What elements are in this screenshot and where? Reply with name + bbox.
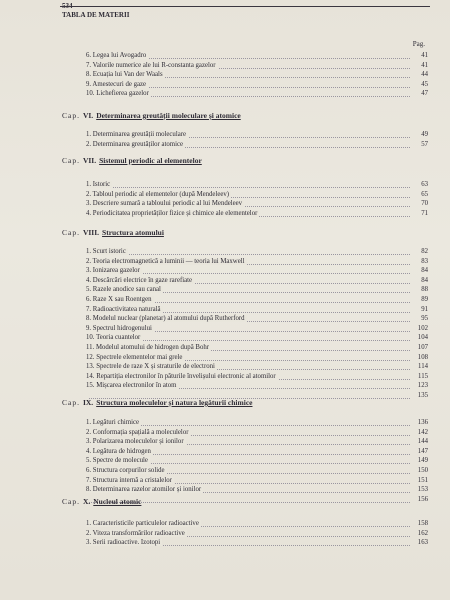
toc-entry bbox=[86, 247, 428, 256]
chapter-number: IX. bbox=[82, 398, 94, 407]
toc-entry bbox=[86, 333, 428, 342]
dot-leader bbox=[86, 254, 410, 255]
chapter-heading bbox=[62, 497, 141, 507]
toc-entry bbox=[86, 466, 428, 475]
page-header-title: TABLA DE MATERII bbox=[62, 11, 130, 19]
toc-entry-page: 83 bbox=[421, 257, 428, 265]
toc-entry-label: 4. Legătura de hidrogen bbox=[86, 447, 151, 455]
chapter-title: Determinarea greutății moleculare și atomice bbox=[96, 111, 241, 120]
toc-entry-label: 6. Legea lui Avogadro bbox=[86, 52, 147, 59]
toc-entry-label: 3. Serii radioactive. Izotopi bbox=[86, 539, 161, 547]
toc-entry bbox=[86, 538, 428, 547]
toc-entry-label: 1. Determinarea greutății moleculare bbox=[86, 131, 187, 138]
toc-entry-page: 70 bbox=[421, 200, 428, 208]
toc-entry bbox=[86, 190, 428, 199]
toc-entry bbox=[86, 418, 428, 427]
chapter-cap-label: Cap. bbox=[62, 497, 80, 506]
toc-entry bbox=[86, 324, 428, 333]
toc-entry-label: 5. Razele anodice sau canal bbox=[86, 286, 161, 294]
toc-entry bbox=[86, 476, 428, 485]
chapter-cap-label: Cap. bbox=[62, 111, 80, 120]
chapter-number: VI. bbox=[82, 111, 94, 120]
chapter-cap-label: Cap. bbox=[62, 228, 80, 237]
toc-entry-label: 15. Mișcarea electronilor în atom bbox=[86, 382, 177, 390]
toc-entry-page: 45 bbox=[421, 80, 428, 88]
toc-entry-page: 44 bbox=[421, 71, 428, 79]
toc-entry-label: 7. Radioactivitatea naturală bbox=[86, 305, 161, 313]
toc-entry-label: 3. Descriere sumară a tabloului periodic al lui Mendeleev bbox=[86, 200, 243, 208]
toc-entry-page: 95 bbox=[421, 315, 428, 323]
toc-entry-page: 84 bbox=[421, 267, 428, 275]
toc-entry-label: 3. Ionizarea gazelor bbox=[86, 267, 140, 275]
toc-entry-label: 1. Legături chimice bbox=[86, 419, 140, 426]
toc-entry bbox=[86, 130, 428, 139]
toc-entry-page: 49 bbox=[421, 131, 428, 138]
toc-entry-page: 156 bbox=[417, 495, 428, 503]
toc-entry-label: 2. Conformația spațială a moleculelor bbox=[86, 428, 189, 436]
toc-entry-label: 4. Periodicitatea proprietăților fizice și chimice ale elementelor bbox=[86, 209, 258, 217]
toc-entry bbox=[86, 381, 428, 390]
toc-entry bbox=[86, 428, 428, 437]
toc-entry bbox=[86, 295, 428, 304]
chapter-title: Structura atomului bbox=[102, 228, 164, 237]
toc-entry-page: 123 bbox=[417, 382, 428, 390]
toc-entry bbox=[86, 257, 428, 266]
chapter-heading bbox=[62, 398, 252, 408]
chapter-cap-label: Cap. bbox=[62, 156, 80, 165]
toc-entry-label: 7. Structura internă a cristalelor bbox=[86, 476, 172, 484]
chapter-number: VII. bbox=[82, 156, 97, 165]
toc-entry-page: 136 bbox=[417, 419, 428, 426]
toc-entry bbox=[86, 305, 428, 314]
toc-entry-label: 11. Modelul atomului de hidrogen după Bohr bbox=[86, 344, 210, 351]
toc-entry-page: 114 bbox=[418, 363, 428, 371]
toc-entry-page: 107 bbox=[417, 344, 428, 351]
toc-entry-label: 7. Valorile numerice ale lui R-constanta gazelor bbox=[86, 61, 216, 69]
toc-entry-page: 47 bbox=[421, 90, 428, 98]
toc-entry bbox=[86, 353, 428, 362]
toc-entry bbox=[86, 140, 428, 149]
toc-entry-label: 2. Determinarea greutăților atomice bbox=[86, 140, 183, 148]
toc-entry-label: 9. Spectrul hidrogenului bbox=[86, 324, 152, 332]
toc-entry-label: 3. Polarizarea moleculelor și ionilor bbox=[86, 438, 184, 446]
toc-entry-page: 88 bbox=[421, 286, 428, 294]
toc-entry-label: 13. Spectrele de raze X și straturile de electroni bbox=[86, 363, 215, 371]
toc-entry bbox=[86, 447, 428, 456]
toc-entry bbox=[86, 266, 428, 275]
toc-entry-label: 1. Istoric bbox=[86, 181, 111, 188]
toc-entry bbox=[86, 209, 428, 218]
toc-entry-page: 71 bbox=[421, 209, 428, 217]
toc-entry-page: 104 bbox=[417, 334, 428, 342]
toc-entry-label: 8. Determinarea razelor atomilor și ionilor bbox=[86, 486, 202, 494]
toc-entry-page: 108 bbox=[417, 353, 428, 361]
toc-entry-label: 8. Modelul nuclear (planetar) al atomului după Rutherford bbox=[86, 315, 245, 323]
toc-entry bbox=[86, 51, 428, 60]
toc-entry bbox=[86, 314, 428, 323]
toc-entry-page: 158 bbox=[417, 520, 428, 527]
toc-entry-page: 135 bbox=[417, 392, 428, 399]
toc-entry bbox=[86, 61, 428, 70]
toc-entry-page: 89 bbox=[421, 296, 428, 303]
toc-entry-page: 65 bbox=[421, 190, 428, 198]
toc-entry bbox=[86, 362, 428, 371]
toc-entry-label: 1. Caracteristicile particulelor radioactive bbox=[86, 520, 199, 527]
toc-entry-page: 41 bbox=[421, 61, 428, 69]
toc-entry bbox=[86, 89, 428, 98]
toc-entry-page: 84 bbox=[421, 276, 428, 284]
toc-entry-page: 149 bbox=[417, 457, 428, 465]
toc-entry bbox=[86, 437, 428, 446]
toc-entry-page: 162 bbox=[417, 529, 428, 537]
toc-entry bbox=[86, 180, 428, 189]
toc-entry-label: 2. Viteza transformărilor radioactive bbox=[86, 529, 185, 537]
chapter-heading bbox=[62, 156, 202, 166]
toc-entry-page: 57 bbox=[421, 140, 428, 148]
toc-entry-page: 147 bbox=[417, 447, 428, 455]
toc-entry-label: 12. Spectrele elementelor mai grele bbox=[86, 353, 183, 361]
toc-entry-page: 144 bbox=[417, 438, 428, 446]
toc-entry-label: 10. Teoria cuantelor bbox=[86, 334, 141, 342]
toc-entry-page: 163 bbox=[417, 539, 428, 547]
toc-entry bbox=[86, 529, 428, 538]
chapter-number: X. bbox=[82, 497, 91, 506]
toc-entry-label: 9. Amestecuri de gaze bbox=[86, 80, 147, 88]
toc-entry-page: 82 bbox=[421, 248, 428, 255]
chapter-heading bbox=[62, 111, 241, 121]
toc-entry-page: 142 bbox=[417, 428, 428, 436]
toc-entry bbox=[86, 276, 428, 285]
toc-entry-label: 5. Spectre de molecule bbox=[86, 457, 148, 465]
toc-entry-label: 4. Descărcări electrice în gaze rarefiate bbox=[86, 276, 193, 284]
toc-entry bbox=[86, 485, 428, 494]
page-header bbox=[62, 2, 129, 20]
toc-entry-label: 8. Ecuația lui Van der Waals bbox=[86, 71, 163, 79]
toc-entry-page: 151 bbox=[417, 476, 428, 484]
toc-entry-page: 41 bbox=[421, 52, 428, 59]
chapter-cap-label: Cap. bbox=[62, 398, 80, 407]
toc-entry-page: 102 bbox=[417, 324, 428, 332]
toc-entry bbox=[86, 519, 428, 528]
toc-entry-label: 6. Structura corpurilor solide bbox=[86, 467, 165, 474]
toc-entry-page: 91 bbox=[421, 305, 428, 313]
toc-entry bbox=[86, 199, 428, 208]
toc-entry-page: 150 bbox=[417, 467, 428, 474]
chapter-title: Sistemul periodic al elementelor bbox=[99, 156, 202, 165]
toc-entry-label: 2. Teoria electromagnetică a luminii — teoria lui Maxwell bbox=[86, 257, 245, 265]
toc-entry-label: 10. Lichefierea gazelor bbox=[86, 90, 149, 98]
toc-entry-page: 153 bbox=[417, 486, 428, 494]
toc-entry-page: 63 bbox=[421, 181, 428, 188]
chapter-heading bbox=[62, 228, 164, 238]
page-number: 534 bbox=[62, 2, 73, 10]
chapter-title: Structura moleculelor și natura legăturii chimice bbox=[96, 398, 253, 407]
toc-entry-label: 1. Scurt istoric bbox=[86, 248, 126, 255]
toc-entry bbox=[86, 456, 428, 465]
toc-entry bbox=[86, 285, 428, 294]
header-rule bbox=[60, 6, 430, 7]
page-column-label: Pag. bbox=[412, 40, 425, 48]
toc-entry bbox=[86, 70, 428, 79]
toc-entry-label: 2. Tabloul periodic al elementelor (după Mendeleev) bbox=[86, 190, 230, 198]
toc-entry bbox=[86, 372, 428, 381]
chapter-number: VIII. bbox=[82, 228, 100, 237]
toc-entry bbox=[86, 80, 428, 89]
toc-entry bbox=[86, 343, 428, 352]
toc-entry-label: 14. Repartiția electronilor în păturile învelișului electronic al atomilor bbox=[86, 372, 276, 380]
toc-entry-label: 6. Raze X sau Roentgen bbox=[86, 296, 152, 303]
chapter-title: Nucleul atomic bbox=[93, 497, 142, 506]
toc-entry-page: 115 bbox=[418, 372, 428, 380]
dot-leader bbox=[86, 187, 410, 188]
